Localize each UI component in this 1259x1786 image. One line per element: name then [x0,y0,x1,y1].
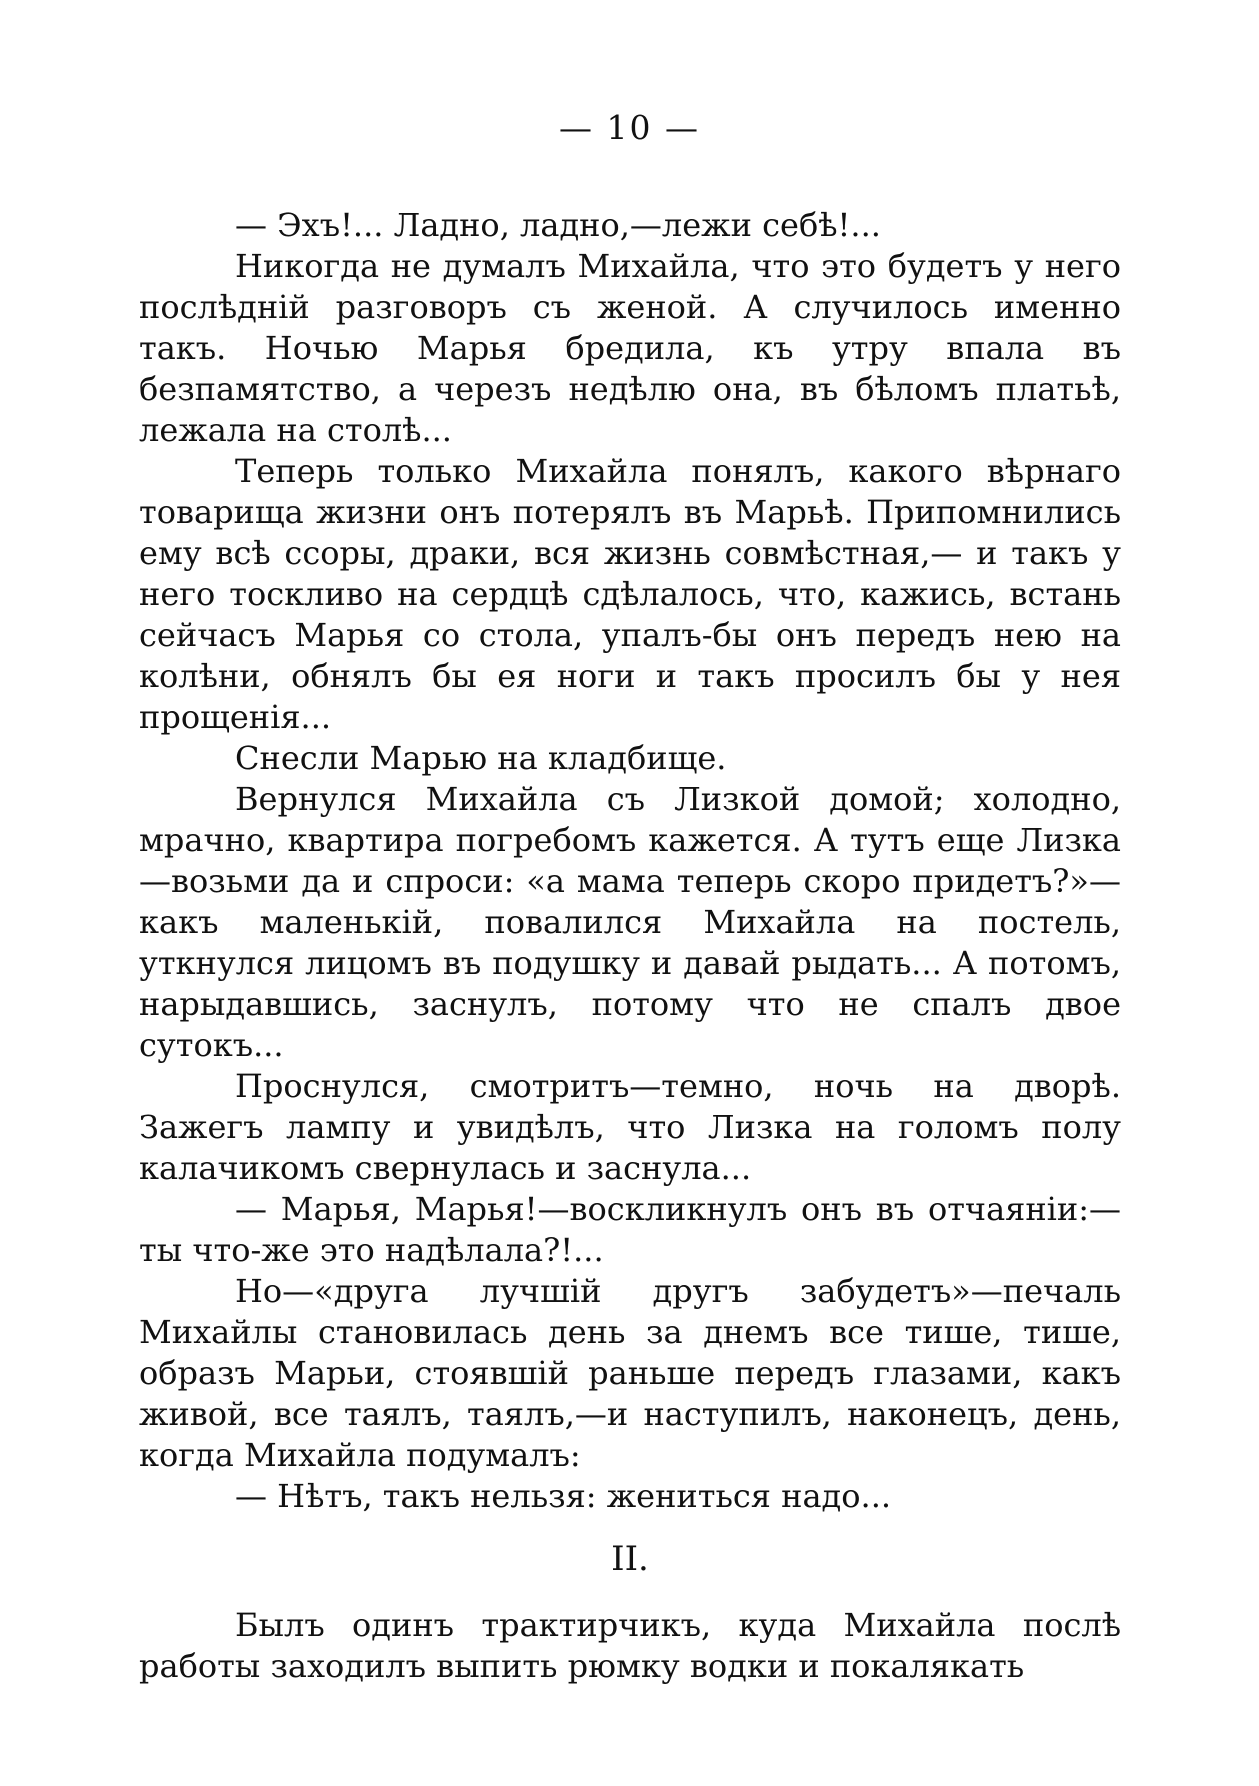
paragraph: Вернулся Михайла съ Лизкой домой; холодно, мрачно, квартира погребомъ кажется. А тутъ еще Лизка—возьми да и спроси: «а мама теперь скоро придетъ?»—какъ маленькiй, повалился Михайла на постель, уткнулся лицомъ въ подушку и давай рыдать... А потомъ, нарыдавшись, заснулъ, потому что не спалъ двое сутокъ... [139,780,1121,1064]
body-text [139,205,1121,1687]
paragraph: Но—«друга лучшiй другъ забудетъ»—печаль Михайлы становилась день за днемъ все тише, тише, образъ Марьи, стоявшiй раньше передъ глазами, какъ живой, все таялъ, таялъ,—и наступилъ, наконецъ, день, когда Михайла подумалъ: [139,1272,1121,1474]
paragraph: Теперь только Михайла понялъ, какого вѣрнаго товарища жизни онъ потерялъ въ Марьѣ. Припомнились ему всѣ ссоры, драки, вся жизнь совмѣстная,— и такъ у него тоскливо на сердцѣ сдѣлалось, что, кажись, встань сейчасъ Марья со стола, упалъ-бы онъ передъ нею на колѣни, обнялъ бы ея ноги и такъ просилъ бы у нея прощенiя... [139,452,1121,736]
paragraph: Никогда не думалъ Михайла, что это будетъ у него послѣднiй разговоръ съ женой. А случилось именно такъ. Ночью Марья бредила, къ утру впала въ безпамятство, а черезъ недѣлю она, въ бѣломъ платьѣ, лежала на столѣ... [139,247,1121,449]
paragraph: — Эхъ!... Ладно, ладно,—лежи себѣ!... [235,206,881,244]
paragraph: — Нѣтъ, такъ нельзя: жениться надо... [235,1477,892,1515]
paragraph: Проснулся, смотритъ—темно, ночь на дворѣ. Зажегъ лампу и увидѣлъ, что Лизка на голомъ полу калачикомъ свернулась и заснула... [139,1067,1121,1187]
paragraph: Былъ одинъ трактирчикъ, куда Михайла послѣ работы заходилъ выпить рюмку водки и покалякать [139,1606,1121,1685]
paragraph: — Марья, Марья!—воскликнулъ онъ въ отчаянiи:—ты что-же это надѣлала?!... [139,1190,1121,1269]
paragraph: Снесли Марью на кладбище. [235,739,727,777]
chapter-heading: II. [611,1539,649,1579]
page-number: — 10 — [559,108,700,147]
